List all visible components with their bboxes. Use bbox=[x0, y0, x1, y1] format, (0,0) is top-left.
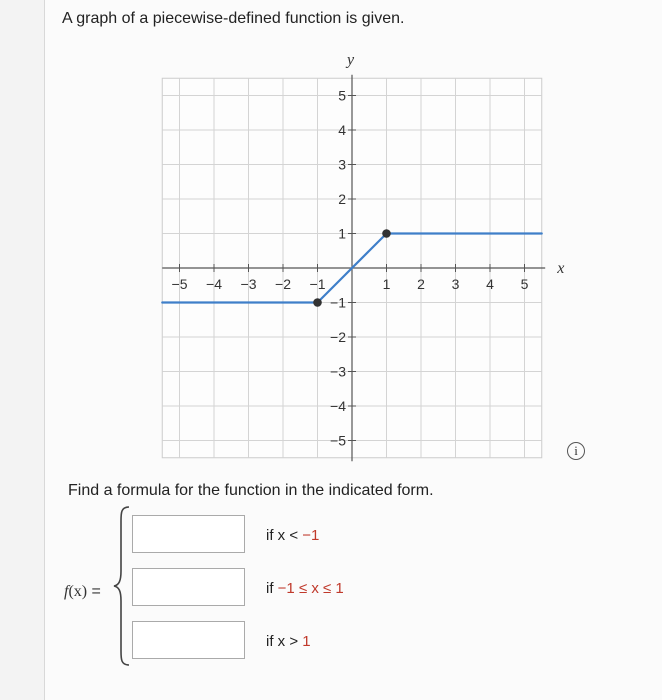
condition-piece-2 bbox=[266, 580, 344, 597]
y-tick-label: 3 bbox=[338, 156, 346, 173]
condition-prefix: if bbox=[266, 633, 278, 650]
y-tick-label: 5 bbox=[338, 87, 346, 104]
equals-sign: = bbox=[87, 583, 101, 600]
question-prompt: Find a formula for the function in the indicated form. bbox=[68, 482, 434, 499]
x-tick-label: −2 bbox=[275, 276, 291, 292]
y-tick-label: −2 bbox=[330, 329, 346, 345]
condition-prefix: if bbox=[266, 527, 278, 544]
y-tick-label: 1 bbox=[338, 225, 346, 242]
function-label bbox=[64, 583, 101, 601]
condition-value: 1 bbox=[302, 633, 311, 650]
y-tick-label: 2 bbox=[338, 191, 346, 207]
endpoint-dot bbox=[383, 230, 391, 238]
y-axis-label: y bbox=[347, 51, 355, 69]
left-brace-icon bbox=[112, 505, 132, 667]
condition-piece-3 bbox=[266, 633, 311, 650]
x-tick-label: −1 bbox=[309, 276, 326, 292]
condition-value: −1 bbox=[302, 527, 320, 544]
endpoint-dot bbox=[314, 299, 322, 307]
condition-piece-1 bbox=[266, 527, 319, 544]
answer-input-piece-1[interactable] bbox=[132, 515, 245, 553]
condition-value: −1 ≤ x ≤ 1 bbox=[277, 580, 344, 597]
x-tick-label: −4 bbox=[206, 276, 222, 292]
y-tick-label: −5 bbox=[330, 432, 346, 449]
answer-input-piece-2[interactable] bbox=[132, 568, 245, 606]
x-tick-label: −3 bbox=[240, 276, 257, 292]
condition-variable: x < bbox=[277, 527, 303, 544]
x-tick-label: 4 bbox=[486, 276, 494, 292]
y-tick-label: −4 bbox=[330, 398, 346, 414]
condition-prefix: if bbox=[266, 580, 278, 597]
function-argument: (x) bbox=[68, 583, 88, 600]
y-tick-label: 4 bbox=[338, 122, 346, 138]
x-axis-label: x bbox=[557, 260, 565, 277]
info-icon[interactable]: i bbox=[567, 442, 585, 460]
answer-input-piece-3[interactable] bbox=[132, 621, 245, 659]
x-tick-label: 2 bbox=[417, 276, 425, 292]
condition-variable: x > bbox=[277, 633, 303, 650]
x-tick-label: 5 bbox=[520, 276, 529, 292]
question-intro: A graph of a piecewise-defined function is given. bbox=[62, 10, 405, 27]
x-tick-label: −5 bbox=[171, 276, 188, 292]
x-tick-label: 3 bbox=[451, 276, 460, 292]
x-tick-label: 1 bbox=[382, 276, 391, 292]
piecewise-graph bbox=[150, 51, 565, 465]
y-tick-label: −1 bbox=[330, 294, 346, 311]
y-tick-label: −3 bbox=[330, 363, 346, 380]
function-name: f bbox=[64, 583, 69, 600]
